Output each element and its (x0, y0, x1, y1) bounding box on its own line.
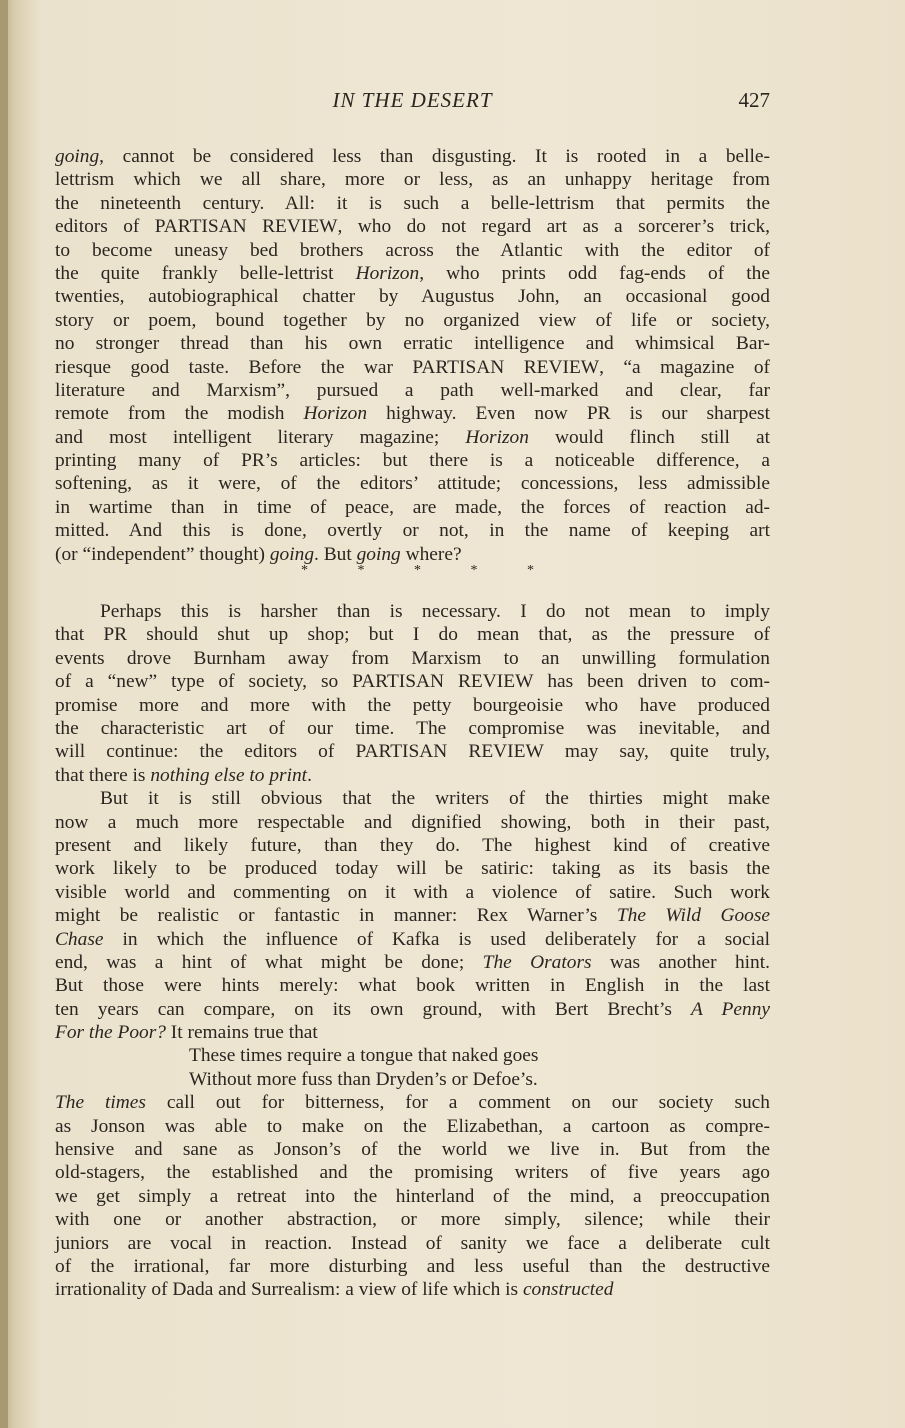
body-text (55, 145, 770, 1302)
text-line: the nineteenth century. All: it is such a belle-lettrism that permits the (55, 192, 770, 214)
text-line: literature and Marxism”, pursued a path well-marked and clear, far (55, 379, 770, 401)
text-line: (or “independent” thought) going. But going where? (55, 543, 462, 565)
text-line: But those were hints merely: what book written in English in the last (55, 975, 770, 997)
text-line: hensive and sane as Jonson’s of the world we live in. But from the (55, 1139, 770, 1161)
section-break-asterisks: * * * * * (301, 563, 534, 579)
text-line: story or poem, bound together by no organized view of life or society, (55, 309, 770, 331)
text-line: present and likely future, than they do. The highest kind of creative (55, 834, 770, 856)
text-line: ten years can compare, on its own ground, with Bert Brecht’s A Penny (55, 998, 771, 1020)
text-line: lettrism which we all share, more or less, as an unhappy heritage from (55, 169, 770, 191)
text-line: printing many of PR’s articles: but there is a noticeable difference, a (55, 450, 770, 472)
text-line: to become uneasy bed brothers across the Atlantic with the editor of (55, 239, 770, 261)
text-line: mitted. And this is done, overtly or not, in the name of keeping art (55, 520, 770, 542)
text-line: now a much more respectable and dignified showing, both in their past, (55, 811, 770, 833)
text-line: of a “new” type of society, so PARTISAN REVIEW has been driven to com- (55, 671, 770, 693)
text-line: going, cannot be considered less than disgusting. It is rooted in a belle- (55, 146, 770, 167)
text-line: might be realistic or fantastic in manner: Rex Warner’s The Wild Goose (55, 905, 770, 927)
verse-line: These times require a tongue that naked goes (189, 1045, 539, 1067)
text-line: irrationality of Dada and Surrealism: a view of life which is constructed (55, 1279, 614, 1301)
text-line: remote from the modish Horizon highway. Even now PR is our sharpest (55, 403, 770, 425)
text-line: Chase in which the influence of Kafka is used deliberately for a social (55, 928, 770, 950)
text-line: softening, as it were, of the editors’ attitude; concessions, less admissible (55, 473, 770, 495)
text-line: visible world and commenting on it with a violence of satire. Such work (55, 881, 770, 903)
text-line: juniors are vocal in reaction. Instead of sanity we face a deliberate cult (55, 1232, 770, 1254)
page-header (55, 88, 770, 118)
text-line: as Jonson was able to make on the Elizabethan, a cartoon as compre- (55, 1115, 770, 1137)
section-gap (55, 578, 770, 600)
text-line: For the Poor? It remains true that (55, 1022, 318, 1044)
running-title: IN THE DESERT (332, 88, 493, 112)
text-line: Perhaps this is harsher than is necessary. I do not mean to imply (100, 601, 770, 623)
text-line: twenties, autobiographical chatter by Augustus John, an occasional good (55, 286, 770, 308)
text-line: editors of PARTISAN REVIEW, who do not regard art as a sorcerer’s trick, (55, 216, 770, 238)
text-line: The times call out for bitterness, for a comment on our society such (55, 1092, 770, 1114)
text-line: riesque good taste. Before the war PARTISAN REVIEW, “a magazine of (55, 356, 770, 378)
text-line: that there is nothing else to print. (55, 764, 312, 786)
text-line: work likely to be produced today will be satiric: taking as its basis the (55, 858, 770, 880)
text-line: will continue: the editors of PARTISAN REVIEW may say, quite truly, (55, 741, 770, 763)
text-line: and most intelligent literary magazine; Horizon would flinch still at (55, 426, 770, 448)
text-line: with one or another abstraction, or more simply, silence; while their (55, 1209, 770, 1231)
text-line: end, was a hint of what might be done; The Orators was another hint. (55, 951, 770, 973)
text-line: in wartime than in time of peace, are made, the forces of reaction ad- (55, 496, 770, 518)
text-line: the characteristic art of our time. The compromise was inevitable, and (55, 717, 770, 739)
text-line: no stronger thread than his own erratic intelligence and whimsical Bar- (55, 333, 770, 355)
text-line: promise more and more with the petty bourgeoisie who have produced (55, 694, 770, 716)
text-line: old-stagers, the established and the promising writers of five years ago (55, 1162, 770, 1184)
text-line: that PR should shut up shop; but I do mean that, as the pressure of (55, 624, 770, 646)
text-line: the quite frankly belle-lettrist Horizon, who prints odd fag-ends of the (55, 262, 770, 284)
text-line: we get simply a retreat into the hinterland of the mind, a preoccupation (55, 1185, 770, 1207)
page-number: 427 (738, 88, 770, 112)
text-line: of the irrational, far more disturbing and less useful than the destructive (55, 1255, 770, 1277)
page-gutter-shadow (0, 0, 8, 1428)
verse-line: Without more fuss than Dryden’s or Defoe’s. (189, 1068, 538, 1090)
text-line: events drove Burnham away from Marxism to an unwilling formulation (55, 647, 770, 669)
text-line: But it is still obvious that the writers of the thirties might make (100, 788, 770, 810)
